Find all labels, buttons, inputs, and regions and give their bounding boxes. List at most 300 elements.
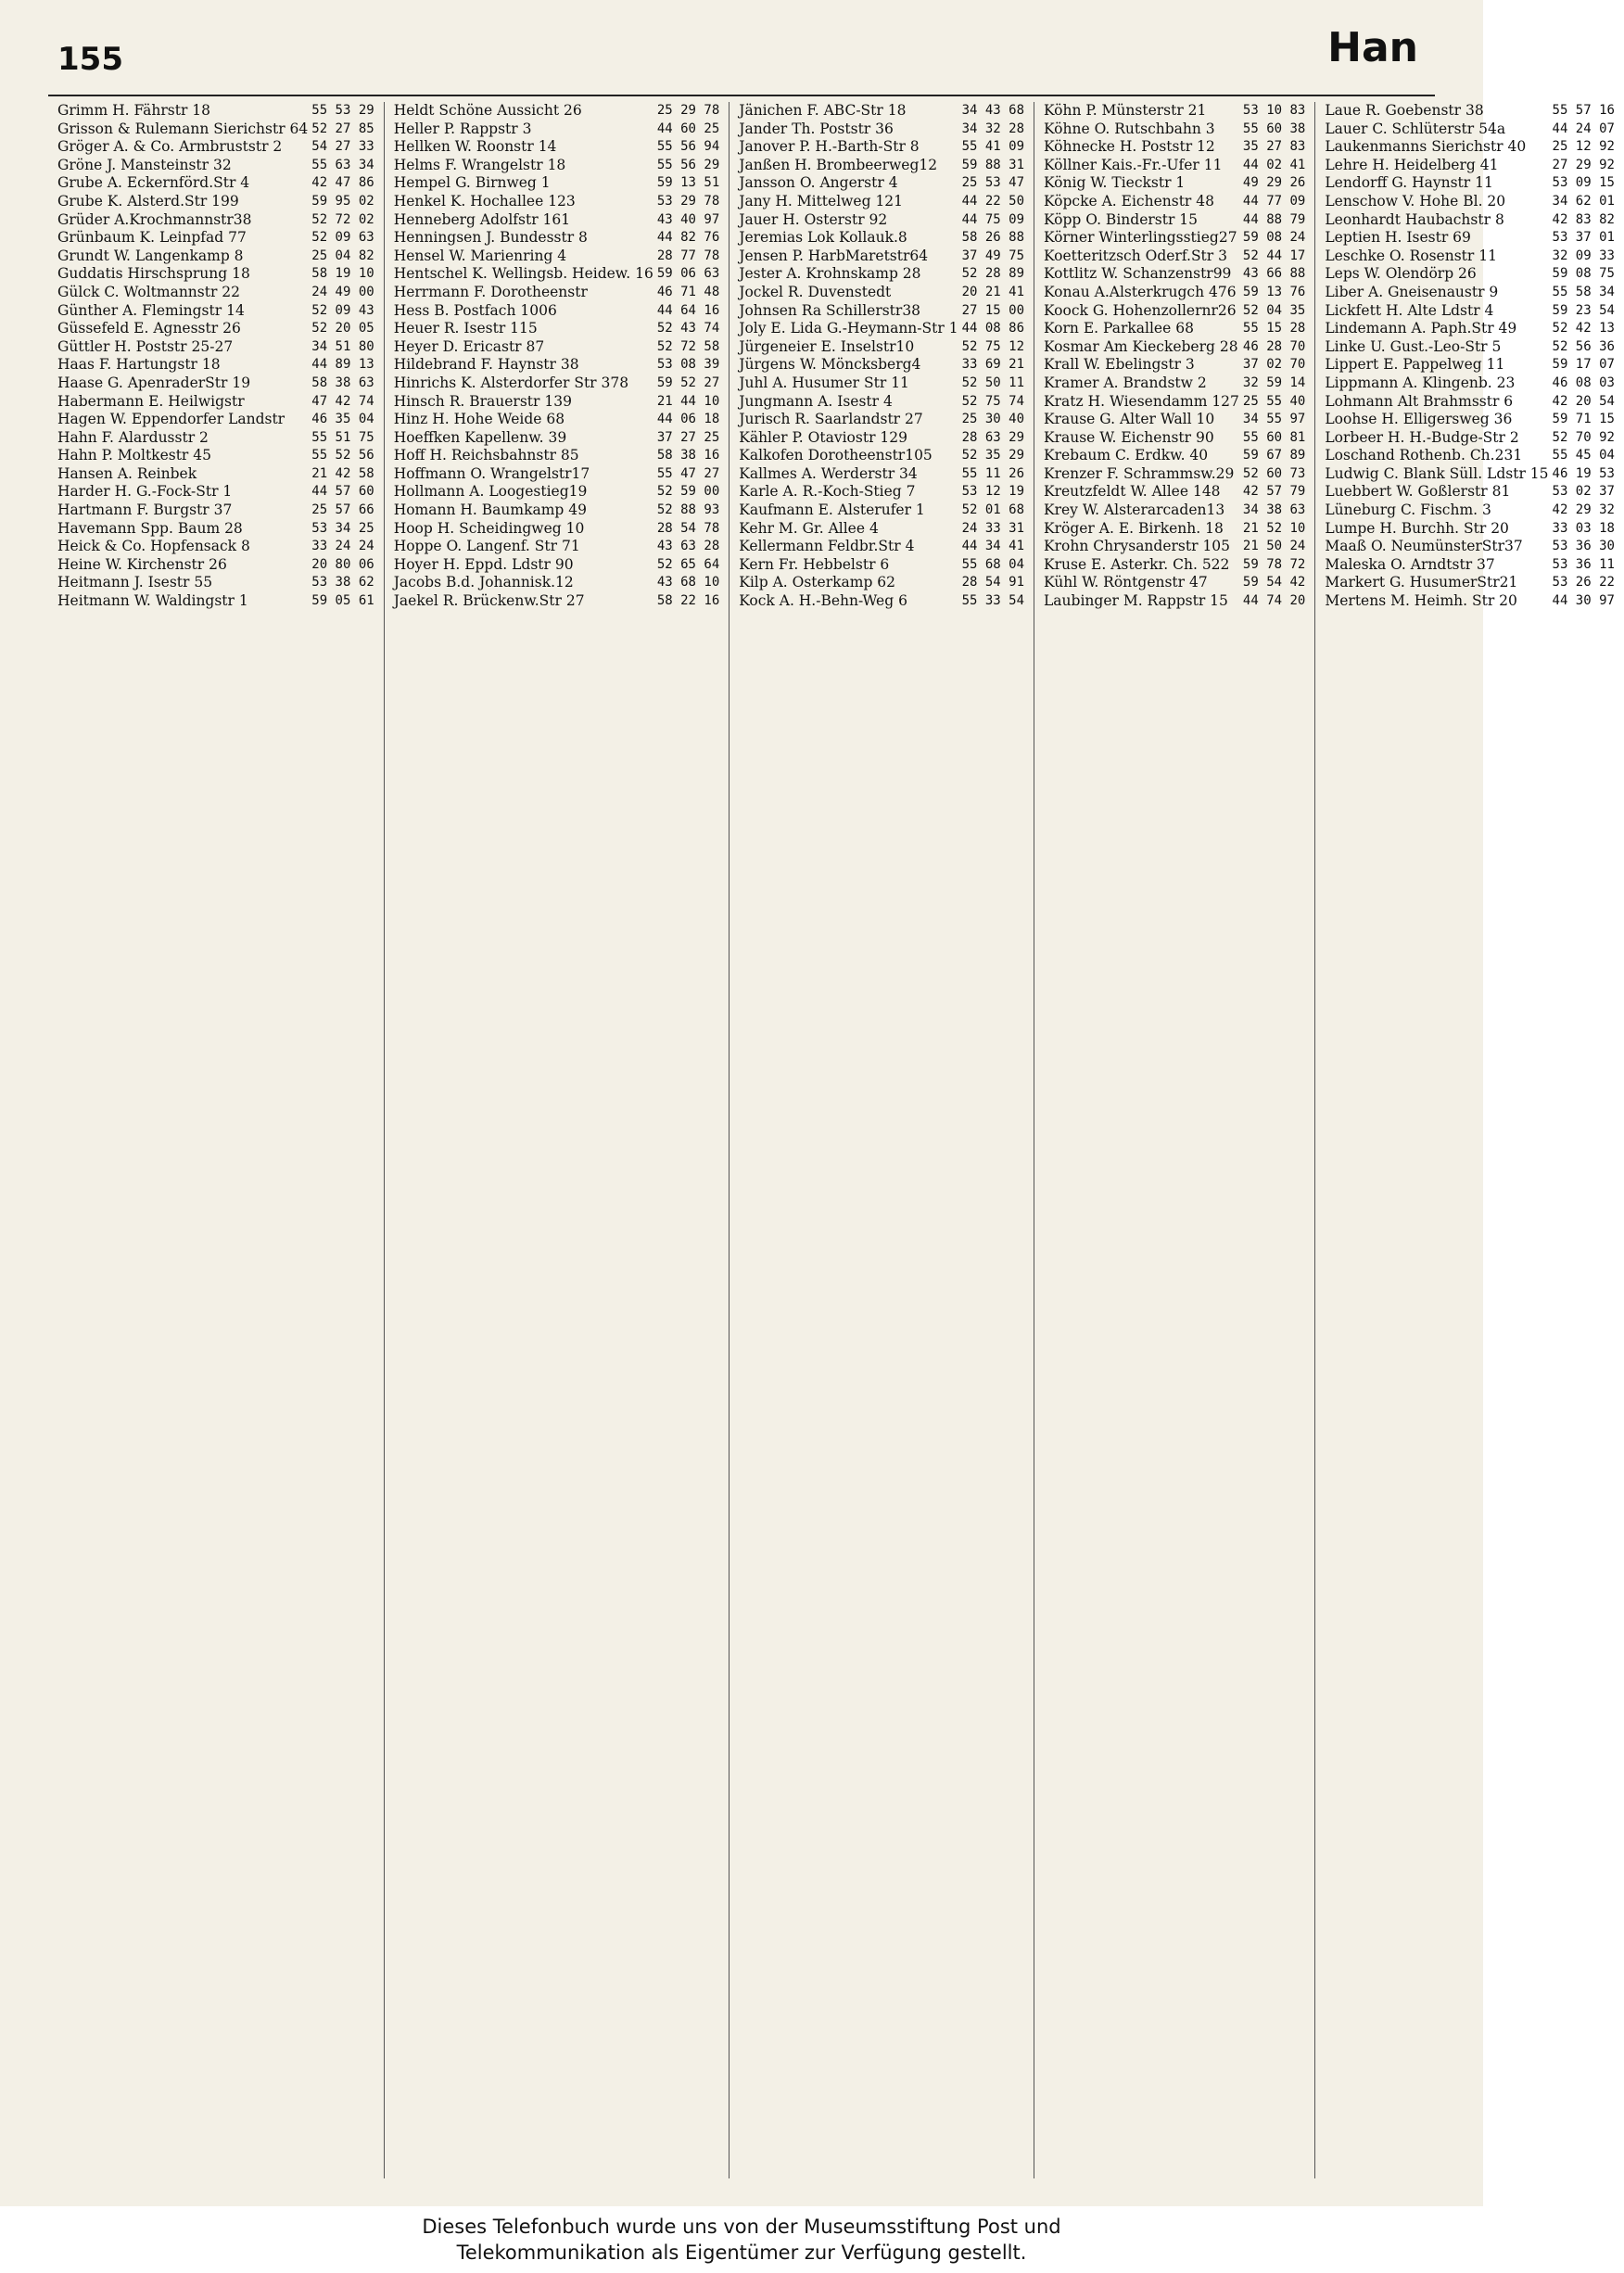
listing-phone-number: 44 34 41: [961, 539, 1025, 554]
listing-phone-number: 52 28 89: [961, 266, 1025, 282]
listing-name: Hensel W. Marienring 4: [393, 247, 567, 264]
listing-name: Ludwig C. Blank Süll. Ldstr 15: [1325, 464, 1549, 482]
listing-name: Lenschow V. Hohe Bl. 20: [1325, 192, 1506, 210]
listing-phone-number: 58 22 16: [656, 593, 720, 609]
listing-entry: [739, 265, 1024, 284]
listing-entry: [1044, 320, 1305, 338]
listing-entry: [1325, 138, 1615, 157]
listing-phone-number: 59 52 27: [656, 375, 720, 390]
listing-name: Köhn P. Münsterstr 21: [1044, 102, 1207, 119]
listing-phone-number: 44 57 60: [311, 484, 374, 500]
listing-entry: [1044, 174, 1305, 193]
provenance-line-1: Dieses Telefonbuch wurde uns von der Museumsstiftung Post und: [422, 2216, 1061, 2238]
listing-name: Laubinger M. Rappstr 15: [1044, 592, 1228, 610]
listing-name: Krause G. Alter Wall 10: [1044, 411, 1215, 428]
listing-name: Lippert E. Pappelweg 11: [1325, 356, 1505, 374]
listing-name: Krause W. Eichenstr 90: [1044, 428, 1214, 446]
listing-entry: [739, 574, 1024, 592]
listing-entry: [1325, 338, 1615, 357]
listing-entry: [1325, 429, 1615, 448]
listing-name: Lendorff G. Haynstr 11: [1325, 174, 1493, 192]
listing-entry: [739, 429, 1024, 448]
listing-entry: [739, 320, 1024, 338]
listing-name: Köpp O. Binderstr 15: [1044, 210, 1199, 228]
listing-entry: [57, 393, 374, 412]
listing-entry: [739, 556, 1024, 575]
provenance-line-2: Telekommunikation als Eigentümer zur Verfügung gestellt.: [456, 2241, 1027, 2264]
listing-phone-number: 53 36 30: [1552, 539, 1615, 554]
listing-entry: [394, 393, 720, 412]
listing-name: Jungmann A. Isestr 4: [739, 392, 893, 410]
listing-name: Havemann Spp. Baum 28: [57, 519, 243, 537]
listing-phone-number: 46 08 03: [1552, 375, 1615, 390]
listing-entry: [57, 520, 374, 539]
listing-entry: [739, 174, 1024, 193]
listing-entry: [394, 592, 720, 611]
listing-phone-number: 25 30 40: [961, 412, 1025, 427]
listing-entry: [57, 211, 374, 230]
listing-entry: [1044, 429, 1305, 448]
listing-name: Habermann E. Heilwigstr: [57, 392, 245, 410]
listing-name: Hinsch R. Brauerstr 139: [393, 392, 572, 410]
listing-name: Loschand Rothenb. Ch.231: [1325, 447, 1523, 464]
listing-name: Markert G. HusumerStr21: [1325, 574, 1518, 591]
listing-name: Heller P. Rappstr 3: [393, 120, 532, 137]
listing-name: Kruse E. Asterkr. Ch. 522: [1044, 555, 1230, 573]
listing-entry: [1044, 447, 1305, 465]
listing-entry: [394, 320, 720, 338]
listing-entry: [1044, 248, 1305, 266]
listing-phone-number: 34 43 68: [961, 103, 1025, 118]
listing-name: Hoffmann O. Wrangelstr17: [393, 464, 590, 482]
listing-entry: [57, 193, 374, 211]
listing-entry: [394, 447, 720, 465]
listing-entry: [1325, 157, 1615, 175]
listing-name: Koock G. Hohenzollernr26: [1044, 301, 1237, 319]
listing-phone-number: 55 58 34: [1552, 284, 1615, 299]
listing-entry: [394, 302, 720, 321]
listing-name: Jansson O. Angerstr 4: [739, 174, 898, 192]
listing-entry: [739, 465, 1024, 484]
listing-phone-number: 55 60 81: [1242, 429, 1306, 445]
listing-entry: [1325, 174, 1615, 193]
listing-phone-number: 44 30 97: [1552, 593, 1615, 609]
listing-entry: [1325, 447, 1615, 465]
directory-columns: [48, 102, 1615, 2178]
listing-phone-number: 53 38 62: [311, 575, 374, 590]
listing-name: Linke U. Gust.-Leo-Str 5: [1325, 337, 1502, 355]
listing-name: Krebaum C. Erdkw. 40: [1044, 447, 1209, 464]
listing-phone-number: 52 44 17: [1242, 248, 1306, 263]
listing-entry: [1044, 338, 1305, 357]
listing-phone-number: 25 29 78: [656, 103, 720, 118]
listing-name: Heyer D. Ericastr 87: [393, 337, 545, 355]
listing-name: Grisson & Rulemann Sierichstr 64: [57, 120, 309, 137]
listing-entry: [394, 174, 720, 193]
listing-phone-number: 52 70 92: [1552, 429, 1615, 445]
listing-entry: [1044, 284, 1305, 302]
listing-phone-number: 34 55 97: [1242, 412, 1306, 427]
listing-phone-number: 53 34 25: [311, 520, 374, 536]
listing-name: Hartmann F. Burgstr 37: [57, 502, 233, 519]
listing-entry: [739, 538, 1024, 556]
listing-name: Leptien H. Isestr 69: [1325, 229, 1471, 247]
listing-phone-number: 47 42 74: [311, 393, 374, 409]
listing-name: Maleska O. Arndtstr 37: [1325, 555, 1495, 573]
listing-name: Hagen W. Eppendorfer Landstr: [57, 411, 285, 428]
listing-entry: [1044, 483, 1305, 502]
listing-phone-number: 55 45 04: [1552, 448, 1615, 463]
listing-entry: [1325, 502, 1615, 520]
listing-entry: [1325, 302, 1615, 321]
listing-phone-number: 46 35 04: [311, 412, 374, 427]
listing-phone-number: 20 80 06: [311, 556, 374, 572]
listing-name: Grube A. Eckernförd.Str 4: [57, 174, 250, 192]
listing-entry: [394, 429, 720, 448]
listing-name: Gröne J. Mansteinstr 32: [57, 156, 232, 173]
listing-phone-number: 27 29 92: [1552, 157, 1615, 172]
listing-phone-number: 52 75 74: [961, 393, 1025, 409]
listing-entry: [739, 502, 1024, 520]
listing-phone-number: 58 26 88: [961, 230, 1025, 246]
listing-name: Heitmann W. Waldingstr 1: [57, 592, 248, 610]
listing-phone-number: 53 12 19: [961, 484, 1025, 500]
listing-name: Köhne O. Rutschbahn 3: [1044, 120, 1215, 137]
listing-name: Jürgeneier E. Inselstr10: [739, 337, 915, 355]
listing-name: Kähler P. Otaviostr 129: [739, 428, 907, 446]
listing-name: Köllner Kais.-Fr.-Ufer 11: [1044, 156, 1223, 173]
listing-phone-number: 34 38 63: [1242, 502, 1306, 518]
listing-name: Güttler H. Poststr 25-27: [57, 337, 234, 355]
listing-entry: [739, 338, 1024, 357]
listing-phone-number: 53 09 15: [1552, 175, 1615, 191]
listing-name: Kramer A. Brandstw 2: [1044, 374, 1207, 391]
listing-entry: [394, 211, 720, 230]
listing-name: Lindemann A. Paph.Str 49: [1325, 320, 1517, 337]
listing-entry: [1044, 229, 1305, 248]
listing-name: Joly E. Lida G.-Heymann-Str 1: [739, 320, 958, 337]
listing-entry: [1044, 356, 1305, 375]
listing-entry: [394, 284, 720, 302]
listing-phone-number: 55 41 09: [961, 139, 1025, 155]
listing-name: Heitmann J. Isestr 55: [57, 574, 213, 591]
listing-phone-number: 32 59 14: [1242, 375, 1306, 390]
listing-name: Leonhardt Haubachstr 8: [1325, 210, 1504, 228]
listing-entry: [739, 411, 1024, 429]
listing-name: Körner Winterlingsstieg27: [1044, 229, 1237, 247]
listing-phone-number: 43 66 88: [1242, 266, 1306, 282]
listing-phone-number: 59 13 76: [1242, 284, 1306, 299]
listing-name: Jeremias Lok Kollauk.8: [739, 229, 907, 247]
listing-phone-number: 53 08 39: [656, 357, 720, 373]
listing-entry: [1325, 556, 1615, 575]
listing-phone-number: 52 42 13: [1552, 321, 1615, 337]
listing-phone-number: 52 60 73: [1242, 465, 1306, 481]
listing-entry: [1325, 193, 1615, 211]
listing-name: Henningsen J. Bundesstr 8: [393, 229, 588, 247]
listing-name: Janover P. H.-Barth-Str 8: [739, 138, 920, 156]
listing-entry: [57, 411, 374, 429]
listing-name: Kreutzfeldt W. Allee 148: [1044, 483, 1221, 501]
listing-phone-number: 44 64 16: [656, 302, 720, 318]
listing-name: Kilp A. Osterkamp 62: [739, 574, 896, 591]
listing-name: Jockel R. Duvenstedt: [739, 283, 892, 300]
listing-phone-number: 35 27 83: [1242, 139, 1306, 155]
listing-entry: [739, 193, 1024, 211]
listing-phone-number: 25 04 82: [311, 248, 374, 263]
listing-entry: [1044, 465, 1305, 484]
listing-name: Haase G. ApenraderStr 19: [57, 374, 251, 391]
listing-phone-number: 42 83 82: [1552, 211, 1615, 227]
listing-phone-number: 59 13 51: [656, 175, 720, 191]
listing-phone-number: 34 51 80: [311, 338, 374, 354]
listing-name: Heine W. Kirchenstr 26: [57, 555, 227, 573]
listing-phone-number: 24 49 00: [311, 284, 374, 299]
listing-phone-number: 55 15 28: [1242, 321, 1306, 337]
listing-entry: [1044, 102, 1305, 121]
listing-phone-number: 33 69 21: [961, 357, 1025, 373]
listing-name: Jander Th. Poststr 36: [739, 120, 894, 137]
listing-phone-number: 58 38 63: [311, 375, 374, 390]
listing-entry: [57, 121, 374, 139]
listing-entry: [1044, 574, 1305, 592]
header-rule: [48, 95, 1435, 96]
listing-name: Krohn Chrysanderstr 105: [1044, 538, 1231, 555]
listing-phone-number: 28 54 78: [656, 520, 720, 536]
listing-name: Henkel K. Hochallee 123: [393, 192, 576, 210]
listing-phone-number: 59 05 61: [311, 593, 374, 609]
listing-name: Güssefeld E. Agnesstr 26: [57, 320, 241, 337]
listing-phone-number: 21 42 58: [311, 465, 374, 481]
listing-entry: [1044, 411, 1305, 429]
directory-column-3: [730, 102, 1034, 2178]
listing-entry: [57, 556, 374, 575]
listing-phone-number: 59 08 24: [1242, 230, 1306, 246]
listing-phone-number: 21 44 10: [656, 393, 720, 409]
running-head: Han: [1327, 24, 1418, 71]
listing-phone-number: 42 47 86: [311, 175, 374, 191]
listing-name: Korn E. Parkallee 68: [1044, 320, 1194, 337]
listing-phone-number: 53 02 37: [1552, 484, 1615, 500]
listing-phone-number: 44 74 20: [1242, 593, 1306, 609]
listing-name: Kosmar Am Kieckeberg 28: [1044, 337, 1238, 355]
listing-entry: [394, 411, 720, 429]
listing-phone-number: 25 12 92: [1552, 139, 1615, 155]
listing-name: Guddatis Hirschsprung 18: [57, 265, 250, 283]
listing-name: Krey W. Alsterarcaden13: [1044, 502, 1225, 519]
listing-phone-number: 46 28 70: [1242, 338, 1306, 354]
listing-phone-number: 33 03 18: [1552, 520, 1615, 536]
listing-name: Hempel G. Birnweg 1: [393, 174, 551, 192]
listing-phone-number: 44 08 86: [961, 321, 1025, 337]
listing-entry: [1325, 211, 1615, 230]
directory-column-2: [385, 102, 730, 2178]
listing-name: Jaekel R. Brückenw.Str 27: [393, 592, 585, 610]
listing-name: Köpcke A. Eichenstr 48: [1044, 192, 1214, 210]
listing-phone-number: 21 52 10: [1242, 520, 1306, 536]
listing-name: Homann H. Baumkamp 49: [393, 502, 587, 519]
listing-entry: [739, 102, 1024, 121]
listing-entry: [394, 138, 720, 157]
listing-entry: [1325, 520, 1615, 539]
listing-name: König W. Tieckstr 1: [1044, 174, 1186, 192]
listing-name: Hahn F. Alardusstr 2: [57, 428, 209, 446]
listing-entry: [57, 502, 374, 520]
listing-phone-number: 43 40 97: [656, 211, 720, 227]
listing-entry: [57, 174, 374, 193]
listing-name: Lüneburg C. Fischm. 3: [1325, 502, 1491, 519]
listing-name: Köhnecke H. Poststr 12: [1044, 138, 1215, 156]
listing-entry: [1325, 465, 1615, 484]
listing-phone-number: 34 62 01: [1552, 193, 1615, 209]
listing-entry: [1044, 138, 1305, 157]
listing-phone-number: 58 38 16: [656, 448, 720, 463]
listing-phone-number: 53 10 83: [1242, 103, 1306, 118]
listing-phone-number: 42 20 54: [1552, 393, 1615, 409]
listing-phone-number: 25 53 47: [961, 175, 1025, 191]
listing-phone-number: 44 75 09: [961, 211, 1025, 227]
listing-name: Laukenmanns Sierichstr 40: [1325, 138, 1527, 156]
listing-phone-number: 52 65 64: [656, 556, 720, 572]
listing-entry: [739, 520, 1024, 539]
listing-entry: [394, 538, 720, 556]
listing-entry: [739, 375, 1024, 393]
listing-name: Lippmann A. Klingenb. 23: [1325, 374, 1516, 391]
listing-entry: [394, 102, 720, 121]
listing-name: Kalkofen Dorotheenstr105: [739, 447, 933, 464]
listing-phone-number: 44 22 50: [961, 193, 1025, 209]
listing-entry: [57, 592, 374, 611]
listing-name: Grundt W. Langenkamp 8: [57, 247, 244, 264]
listing-phone-number: 33 24 24: [311, 539, 374, 554]
listing-entry: [394, 121, 720, 139]
listing-entry: [57, 102, 374, 121]
listing-entry: [739, 284, 1024, 302]
listing-entry: [57, 320, 374, 338]
listing-name: Hoyer H. Eppd. Ldstr 90: [393, 555, 574, 573]
listing-entry: [739, 248, 1024, 266]
listing-phone-number: 53 36 11: [1552, 556, 1615, 572]
listing-entry: [394, 375, 720, 393]
listing-phone-number: 28 54 91: [961, 575, 1025, 590]
listing-phone-number: 55 47 27: [656, 465, 720, 481]
listing-entry: [739, 356, 1024, 375]
listing-name: Johnsen Ra Schillerstr38: [739, 301, 921, 319]
listing-name: Helms F. Wrangelstr 18: [393, 156, 566, 173]
listing-name: Lohmann Alt Brahmsstr 6: [1325, 392, 1514, 410]
listing-entry: [1325, 284, 1615, 302]
listing-entry: [57, 538, 374, 556]
listing-phone-number: 52 75 12: [961, 338, 1025, 354]
listing-phone-number: 59 06 63: [656, 266, 720, 282]
listing-entry: [394, 356, 720, 375]
listing-phone-number: 46 71 48: [656, 284, 720, 299]
listing-name: Lorbeer H. H.-Budge-Str 2: [1325, 428, 1519, 446]
listing-name: Grünbaum K. Leinpfad 77: [57, 229, 247, 247]
listing-entry: [739, 121, 1024, 139]
listing-phone-number: 42 57 79: [1242, 484, 1306, 500]
listing-name: Jensen P. HarbMaretstr64: [739, 247, 929, 264]
listing-phone-number: 59 08 75: [1552, 266, 1615, 282]
listing-entry: [1044, 393, 1305, 412]
listing-entry: [1044, 121, 1305, 139]
listing-entry: [394, 465, 720, 484]
listing-name: Krall W. Ebelingstr 3: [1044, 356, 1195, 374]
listing-name: Hentschel K. Wellingsb. Heidew. 16: [393, 265, 653, 283]
listing-entry: [1325, 356, 1615, 375]
listing-phone-number: 55 56 29: [656, 157, 720, 172]
listing-name: Jauer H. Osterstr 92: [739, 210, 888, 228]
listing-entry: [739, 157, 1024, 175]
listing-entry: [57, 138, 374, 157]
listing-phone-number: 53 29 78: [656, 193, 720, 209]
listing-name: Mertens M. Heimh. Str 20: [1325, 592, 1517, 610]
listing-phone-number: 28 63 29: [961, 429, 1025, 445]
listing-name: Leschke O. Rosenstr 11: [1325, 247, 1497, 264]
listing-entry: [1325, 375, 1615, 393]
listing-entry: [1325, 265, 1615, 284]
listing-entry: [394, 338, 720, 357]
listing-name: Jester A. Krohnskamp 28: [739, 265, 921, 283]
listing-name: Gülck C. Woltmannstr 22: [57, 283, 241, 300]
provenance-note: [0, 2206, 1483, 2273]
listing-entry: [394, 229, 720, 248]
listing-entry: [1044, 375, 1305, 393]
listing-name: Koetteritzsch Oderf.Str 3: [1044, 247, 1227, 264]
listing-name: Heldt Schöne Aussicht 26: [393, 102, 582, 119]
listing-phone-number: 52 27 85: [311, 121, 374, 136]
listing-phone-number: 52 20 05: [311, 321, 374, 337]
listing-entry: [57, 375, 374, 393]
listing-entry: [394, 157, 720, 175]
listing-name: Jacobs B.d. Johannisk.12: [393, 574, 574, 591]
listing-name: Kallmes A. Werderstr 34: [739, 464, 918, 482]
listing-name: Lauer C. Schlüterstr 54a: [1325, 120, 1506, 137]
listing-name: Kratz H. Wiesendamm 127: [1044, 392, 1239, 410]
listing-name: Hollmann A. Loogestieg19: [393, 483, 588, 501]
listing-phone-number: 44 06 18: [656, 412, 720, 427]
listing-name: Hess B. Postfach 1006: [393, 301, 557, 319]
listing-phone-number: 44 77 09: [1242, 193, 1306, 209]
listing-name: Loohse H. Elligersweg 36: [1325, 411, 1513, 428]
listing-phone-number: 21 50 24: [1242, 539, 1306, 554]
listing-name: Laue R. Goebenstr 38: [1325, 102, 1484, 119]
listing-name: Hinrichs K. Alsterdorfer Str 378: [393, 374, 629, 391]
listing-phone-number: 59 23 54: [1552, 302, 1615, 318]
listing-entry: [394, 483, 720, 502]
listing-name: Hahn P. Moltkestr 45: [57, 447, 211, 464]
listing-phone-number: 59 71 15: [1552, 412, 1615, 427]
listing-name: Heick & Co. Hopfensack 8: [57, 538, 250, 555]
listing-phone-number: 49 29 26: [1242, 175, 1306, 191]
listing-phone-number: 59 78 72: [1242, 556, 1306, 572]
listing-phone-number: 55 11 26: [961, 465, 1025, 481]
listing-entry: [57, 465, 374, 484]
listing-name: Hoppe O. Langenf. Str 71: [393, 538, 580, 555]
listing-name: Jurisch R. Saarlandstr 27: [739, 411, 923, 428]
listing-entry: [394, 193, 720, 211]
listing-phone-number: 27 15 00: [961, 302, 1025, 318]
listing-name: Kock A. H.-Behn-Weg 6: [739, 592, 907, 610]
listing-phone-number: 52 43 74: [656, 321, 720, 337]
listing-name: Karle A. R.-Koch-Stieg 7: [739, 483, 916, 501]
listing-entry: [1044, 211, 1305, 230]
listing-entry: [1325, 102, 1615, 121]
listing-name: Leps W. Olendörp 26: [1325, 265, 1477, 283]
listing-phone-number: 32 09 33: [1552, 248, 1615, 263]
listing-entry: [739, 393, 1024, 412]
listing-entry: [394, 556, 720, 575]
